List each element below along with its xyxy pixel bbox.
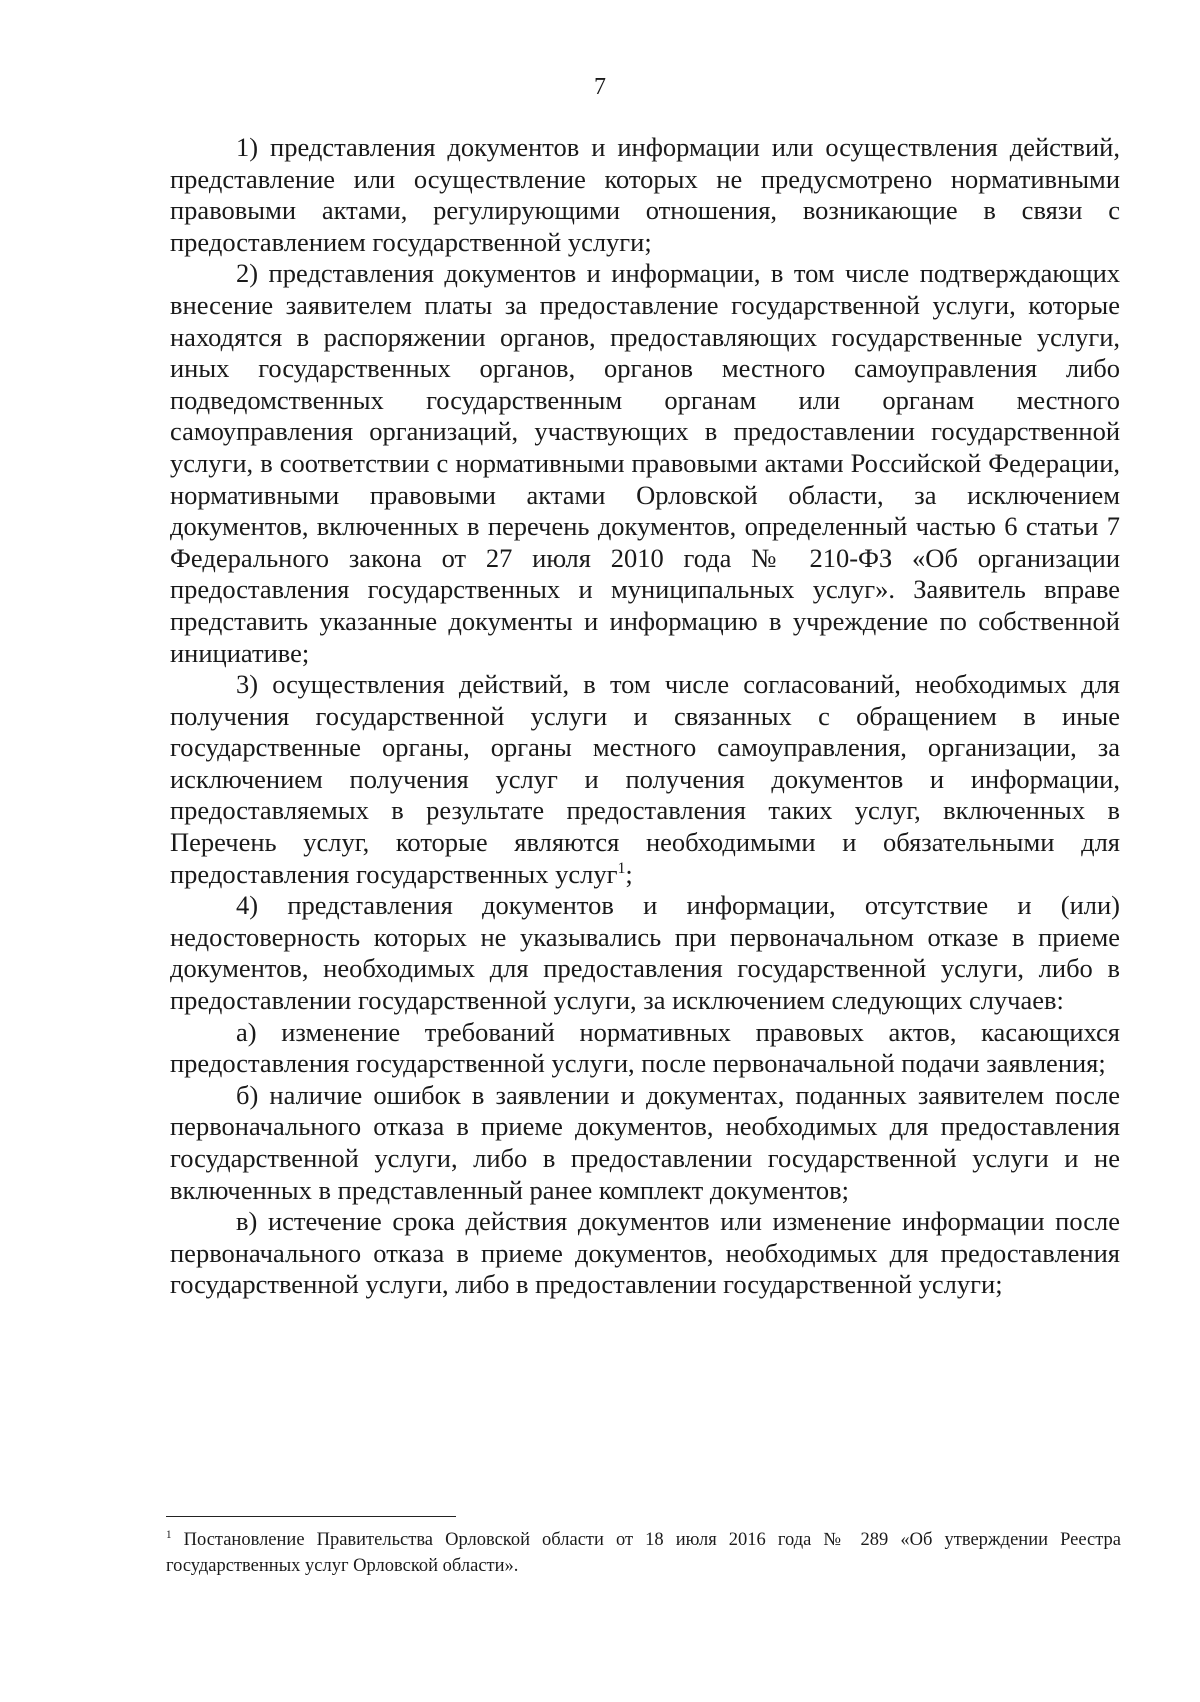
subitem-v: в) истечение срока действия документов или изменение информации после первоначального отказа в приеме документов, необходимых для предоставления государственной услуги, либо в предоставлении государственной услуги; xyxy=(170,1206,1120,1300)
paragraph-item-4: 4) представления документов и информации, отсутствие и (или) недостоверность которых не указывались при первоначальном отказе в приеме документов, необходимых для предоставления государственной услуги, либо в предоставлении государственной услуги, за исключением следующих случаев: xyxy=(170,890,1120,1016)
footnote-separator xyxy=(166,1516,456,1517)
subitem-a: а) изменение требований нормативных правовых актов, касающихся предоставления государственной услуги, после первоначальной подачи заявления; xyxy=(170,1016,1120,1079)
footnote-marker: 1 xyxy=(166,1528,172,1541)
paragraph-item-3 xyxy=(170,669,1120,890)
page-number: 7 xyxy=(594,74,606,100)
footnote-text: Постановление Правительства Орловской области от 18 июля 2016 года № 289 «Об утверждении Реестра государственных услуг Орловской области». xyxy=(166,1530,1121,1576)
subitem-b: б) наличие ошибок в заявлении и документах, поданных заявителем после первоначального отказа в приеме документов, необходимых для предоставления государственной услуги, либо в предоставлении государственной услуги и не включенных в представленный ранее комплект документов; xyxy=(170,1079,1120,1205)
paragraph-item-3-tail: ; xyxy=(625,858,633,889)
footnote xyxy=(166,1527,1121,1579)
footnote-reference[interactable]: 1 xyxy=(617,859,626,877)
paragraph-item-3-text: 3) осуществления действий, в том числе согласований, необходимых для получения государственной услуги и связанных с обращением в иные государственные органы, органы местного самоуправления, организации, за исключением получения услуг и получения документов и информации, предоставляемых в результате предоставления таких услуг, включенных в Перечень услуг, которые являются необходимыми и обязательными для предоставления государственных услуг xyxy=(170,669,1120,889)
paragraph-item-2: 2) представления документов и информации, в том числе подтверждающих внесение заявителем платы за предоставление государственной услуги, которые находятся в распоряжении органов, предоставляющих государственные услуги, иных государственных органов, органов местного самоуправления либо подведомственных государственным органам или органам местного самоуправления организаций, участвующих в предоставлении государственной услуги, в соответствии с нормативными правовыми актами Российской Федерации, нормативными правовыми актами Орловской области, за исключением документов, включенных в перечень документов, определенный частью 6 статьи 7 Федерального закона от 27 июля 2010 года № 210-ФЗ «Об организации предоставления государственных и муниципальных услуг». Заявитель вправе представить указанные документы и информацию в учреждение по собственной инициативе; xyxy=(170,258,1120,668)
paragraph-item-1: 1) представления документов и информации или осуществления действий, представление или осуществление которых не предусмотрено нормативными правовыми актами, регулирующими отношения, возникающие в связи с предоставлением государственной услуги; xyxy=(170,132,1120,257)
document-body xyxy=(170,132,1120,1301)
